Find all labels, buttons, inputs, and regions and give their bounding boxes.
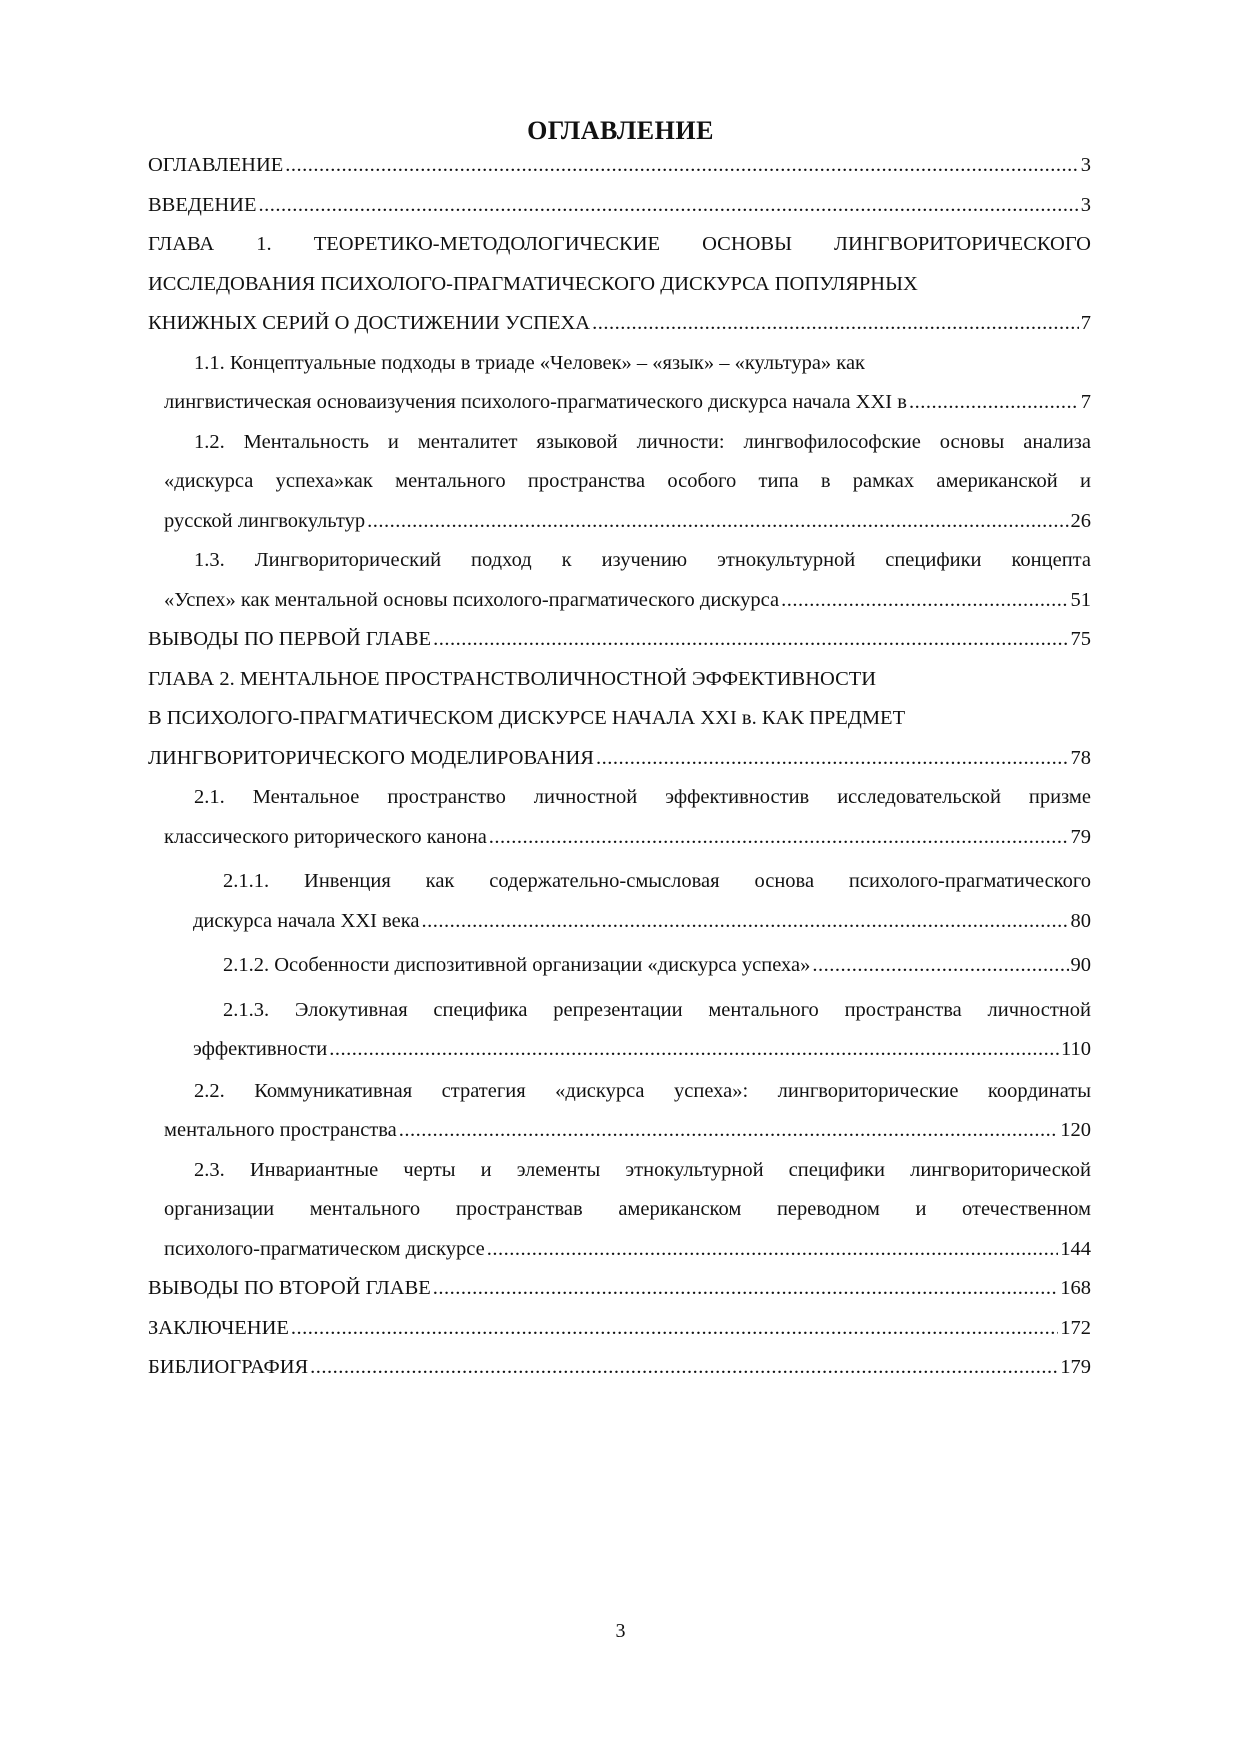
- toc-entry-page: 3: [1080, 193, 1091, 216]
- toc-entry-title-line: ИССЛЕДОВАНИЯ ПСИХОЛОГО-ПРАГМАТИЧЕСКОГО ДИСКУРСА ПОПУЛЯРНЫХ: [148, 272, 918, 295]
- toc-entry-contents[interactable]: [148, 146, 1091, 186]
- dot-leader: [812, 946, 1068, 986]
- toc-entry-page: 144: [1060, 1237, 1091, 1260]
- toc-entry-title-line: ГЛАВА 1. ТЕОРЕТИКО-МЕТОДОЛОГИЧЕСКИЕ ОСНОВЫ ЛИНГВОРИТОРИЧЕСКОГО: [148, 233, 1091, 255]
- toc-entry-title-line: 2.1.3. Элокутивная специфика репрезентации ментального пространства личностной: [223, 998, 1091, 1021]
- toc-entry-chapter-2[interactable]: [148, 660, 1091, 779]
- toc-entry-page: 80: [1070, 909, 1091, 932]
- toc-entry-page: 7: [1080, 391, 1091, 413]
- toc-entry-section-2-1-3[interactable]: [193, 991, 1091, 1070]
- toc-entry-introduction[interactable]: [148, 186, 1091, 226]
- toc-entry-title-line: классического риторического канона: [164, 825, 487, 848]
- toc-entry-title: ВЫВОДЫ ПО ВТОРОЙ ГЛАВЕ: [148, 1277, 431, 1299]
- toc-entry-page: 7: [1080, 312, 1091, 334]
- toc-entry-title-line: «Успех» как ментальной основы психолого-прагматического дискурса: [164, 588, 780, 611]
- toc-entry-page: 79: [1070, 825, 1091, 848]
- toc-entry-bibliography[interactable]: [148, 1348, 1091, 1388]
- toc-entry-title-line: 2.1.1. Инвенция как содержательно-смысловая основа психолого-прагматического: [223, 870, 1091, 892]
- toc-entry-title: ВВЕДЕНИЕ: [148, 193, 257, 216]
- toc-entry-title: БИБЛИОГРАФИЯ: [148, 1356, 309, 1378]
- toc-entry-page: 90: [1070, 954, 1091, 976]
- toc-entry-title: ОГЛАВЛЕНИЕ: [148, 154, 284, 176]
- toc-entry-page: 3: [1080, 154, 1091, 176]
- toc-entry-page: 172: [1060, 1316, 1091, 1339]
- toc-entry-conclusions-chapter-2[interactable]: [148, 1269, 1091, 1309]
- toc-entry-page: 120: [1060, 1119, 1091, 1141]
- toc-entry-title: ВЫВОДЫ ПО ПЕРВОЙ ГЛАВЕ: [148, 628, 432, 650]
- dot-leader: [399, 1111, 1058, 1151]
- toc-entry-title-line: В ПСИХОЛОГО-ПРАГМАТИЧЕСКОМ ДИСКУРСЕ НАЧАЛА XXI в. КАК ПРЕДМЕТ: [148, 707, 906, 729]
- dot-leader: [592, 304, 1079, 344]
- toc-entry-title-line: русской лингвокультур: [164, 509, 366, 532]
- toc-entry-section-2-1-1[interactable]: [193, 862, 1091, 941]
- toc-entry-section-2-1-2[interactable]: [193, 946, 1091, 986]
- toc-entry-title-line: лингвистическая основаизучения психолого-прагматического дискурса начала XXI в: [164, 391, 907, 413]
- toc-entry-title-line: ЛИНГВОРИТОРИЧЕСКОГО МОДЕЛИРОВАНИЯ: [148, 746, 594, 769]
- toc-entry-title-line: 2.1. Ментальное пространство личностной эффективностив исследовательской призме: [194, 786, 1091, 808]
- toc-entry-chapter-1[interactable]: [148, 225, 1091, 344]
- table-of-contents: [148, 146, 1091, 1388]
- toc-entry-title-line: ГЛАВА 2. МЕНТАЛЬНОЕ ПРОСТРАНСТВОЛИЧНОСТНОЙ ЭФФЕКТИВНОСТИ: [148, 667, 877, 690]
- toc-entry-title-line: 1.2. Ментальность и менталитет языковой личности: лингвофилософские основы анализа: [194, 430, 1091, 453]
- toc-entry-title-line: «дискурса успеха»как ментального пространства особого типа в рамках американской и: [164, 470, 1091, 492]
- toc-entry-title-line: 2.3. Инвариантные черты и элементы этнокультурной специфики лингвориторической: [194, 1158, 1091, 1181]
- toc-entry-page: 179: [1060, 1356, 1091, 1378]
- toc-entry-page: 75: [1070, 628, 1091, 650]
- toc-entry-page: 51: [1070, 588, 1091, 611]
- dot-leader: [291, 1309, 1058, 1349]
- dot-leader: [422, 902, 1069, 942]
- dot-leader: [487, 1230, 1059, 1270]
- toc-entry-section-1-3[interactable]: [164, 541, 1091, 620]
- dot-leader: [781, 581, 1068, 621]
- toc-entry-title-line: ментального пространства: [164, 1119, 397, 1141]
- toc-entry-section-2-1[interactable]: [164, 778, 1091, 857]
- page-title: ОГЛАВЛЕНИЕ: [527, 116, 714, 145]
- toc-entry-title: 2.1.2. Особенности диспозитивной организации «дискурса успеха»: [223, 954, 811, 976]
- dot-leader: [433, 1269, 1058, 1309]
- toc-entry-title-line: 1.3. Лингвориторический подход к изучению этнокультурной специфики концепта: [194, 549, 1091, 571]
- toc-entry-conclusion[interactable]: [148, 1309, 1091, 1349]
- toc-entry-section-2-2[interactable]: [164, 1072, 1091, 1151]
- toc-entry-title-line: эффективности: [193, 1038, 328, 1060]
- toc-entry-title-line: 1.1. Концептуальные подходы в триаде «Человек» – «язык» – «культура» как: [194, 351, 866, 374]
- dot-leader: [367, 502, 1068, 542]
- toc-entry-title-line: дискурса начала XXI века: [193, 909, 420, 932]
- dot-leader: [596, 739, 1069, 779]
- toc-entry-title-line: 2.2. Коммуникативная стратегия «дискурса успеха»: лингвориторические координаты: [194, 1079, 1091, 1102]
- toc-entry-section-1-1[interactable]: [164, 344, 1091, 423]
- dot-leader: [310, 1348, 1058, 1388]
- toc-entry-conclusions-chapter-1[interactable]: [148, 620, 1091, 660]
- dot-leader: [329, 1030, 1059, 1070]
- toc-entry-title-line: КНИЖНЫХ СЕРИЙ О ДОСТИЖЕНИИ УСПЕХА: [148, 312, 591, 334]
- dot-leader: [489, 818, 1069, 858]
- dot-leader: [259, 186, 1079, 226]
- dot-leader: [285, 146, 1078, 186]
- toc-entry-page: 168: [1060, 1277, 1091, 1299]
- page-number: 3: [615, 1620, 626, 1642]
- dot-leader: [433, 620, 1068, 660]
- dot-leader: [909, 383, 1079, 423]
- toc-entry-title: ЗАКЛЮЧЕНИЕ: [148, 1316, 289, 1339]
- toc-entry-section-2-3[interactable]: [164, 1151, 1091, 1270]
- toc-entry-page: 26: [1070, 509, 1091, 532]
- toc-entry-page: 110: [1061, 1038, 1091, 1060]
- toc-entry-page: 78: [1070, 746, 1091, 769]
- toc-entry-title-line: организации ментального пространствав американском переводном и отечественном: [164, 1198, 1091, 1220]
- toc-entry-section-1-2[interactable]: [164, 423, 1091, 542]
- toc-entry-title-line: психолого-прагматическом дискурсе: [164, 1237, 485, 1260]
